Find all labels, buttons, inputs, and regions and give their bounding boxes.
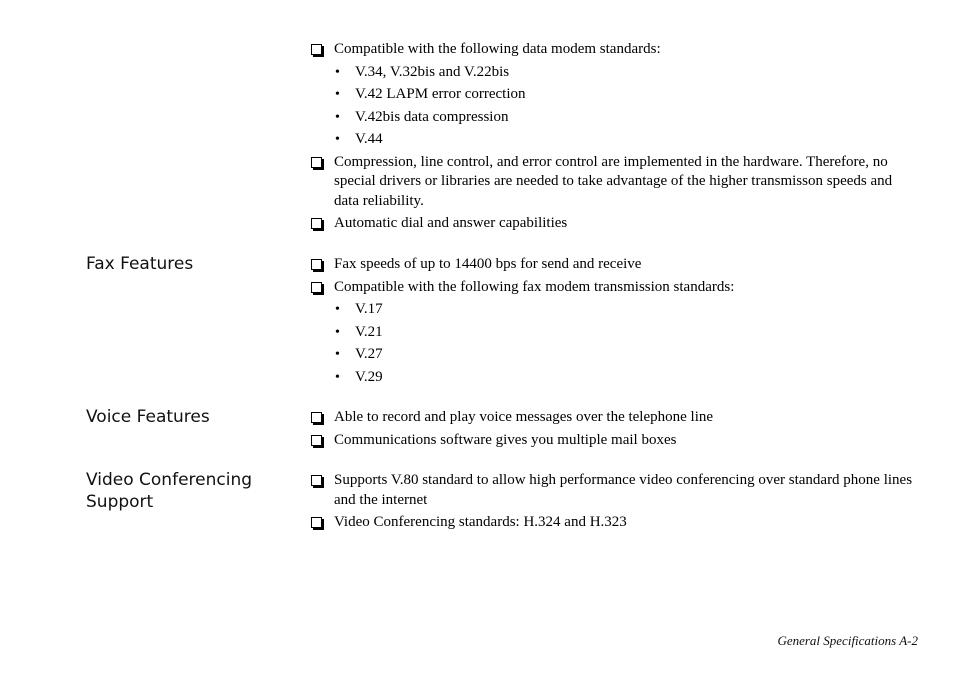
sub-list-item <box>310 130 920 150</box>
list-item <box>310 278 920 298</box>
list-item <box>310 471 920 510</box>
list-item-text: Compatible with the following data modem standards: <box>334 41 661 57</box>
data-modem-list <box>310 40 920 237</box>
sub-list-item-text: V.44 <box>355 131 383 147</box>
checkbox-bullet-icon <box>311 218 322 229</box>
list-item-text: Compatible with the following fax modem transmission standards: <box>334 278 735 295</box>
sub-list-item-text: V.42 LAPM error correction <box>355 86 526 102</box>
list-item <box>310 513 920 533</box>
sub-list-item-text: V.34, V.32bis and V.22bis <box>355 63 510 80</box>
bullet-dot-icon: • <box>335 302 340 317</box>
bullet-dot-icon: • <box>335 109 340 125</box>
page-footer: General Specifications A-2 <box>777 633 918 648</box>
video-conferencing-list <box>310 471 920 536</box>
checkbox-bullet-icon <box>311 44 322 55</box>
bullet-dot-icon: • <box>335 87 340 102</box>
bullet-dot-icon: • <box>335 347 340 362</box>
bullet-dot-icon: • <box>335 324 340 340</box>
checkbox-bullet-icon <box>311 517 322 528</box>
sub-list-item-text: V.42bis data compression <box>355 108 509 125</box>
list-item <box>310 214 920 234</box>
sub-list-item-text: V.17 <box>355 301 383 317</box>
checkbox-bullet-icon <box>311 282 322 293</box>
section-heading: Voice Features <box>86 407 210 427</box>
sub-list-item <box>310 85 920 105</box>
sub-list-item <box>310 108 920 128</box>
list-item-text: Fax speeds of up to 14400 bps for send and receive <box>334 256 642 272</box>
checkbox-bullet-icon <box>311 259 322 270</box>
list-item-text: Automatic dial and answer capabilities <box>334 215 568 231</box>
fax-list <box>310 255 920 390</box>
sub-list-item-text: V.21 <box>355 323 383 340</box>
checkbox-bullet-icon <box>311 435 322 446</box>
list-item-text: Supports V.80 standard to allow high performance video conferencing over standard phone lines and the internet <box>334 472 913 508</box>
checkbox-bullet-icon <box>311 412 322 423</box>
checkbox-bullet-icon <box>311 157 322 168</box>
list-item <box>310 255 920 275</box>
sub-list-item <box>310 300 920 320</box>
bullet-dot-icon: • <box>335 132 340 147</box>
list-item-text: Compression, line control, and error control are implemented in the hardware. Therefore, no special drivers or libraries are needed to take advantage of the higher transmisson speeds and data reliability. <box>334 153 893 209</box>
sub-list-item <box>310 63 920 83</box>
sub-list-item <box>310 368 920 388</box>
list-item-text: Video Conferencing standards: H.324 and H.323 <box>334 514 627 530</box>
section-heading: Video Conferencing Support <box>86 470 253 512</box>
checkbox-bullet-icon <box>311 475 322 486</box>
bullet-dot-icon: • <box>335 369 340 385</box>
voice-list <box>310 408 920 453</box>
sub-list-item <box>310 345 920 365</box>
list-item <box>310 153 920 212</box>
list-item <box>310 40 920 60</box>
sub-list-item-text: V.27 <box>355 346 383 362</box>
list-item <box>310 431 920 451</box>
list-item-text: Communications software gives you multiple mail boxes <box>334 431 677 448</box>
sub-list-item-text: V.29 <box>355 368 383 385</box>
section-heading: Fax Features <box>86 254 194 274</box>
bullet-dot-icon: • <box>335 64 340 80</box>
list-item <box>310 408 920 428</box>
list-item-text: Able to record and play voice messages over the telephone line <box>334 409 714 425</box>
sub-list-item <box>310 323 920 343</box>
